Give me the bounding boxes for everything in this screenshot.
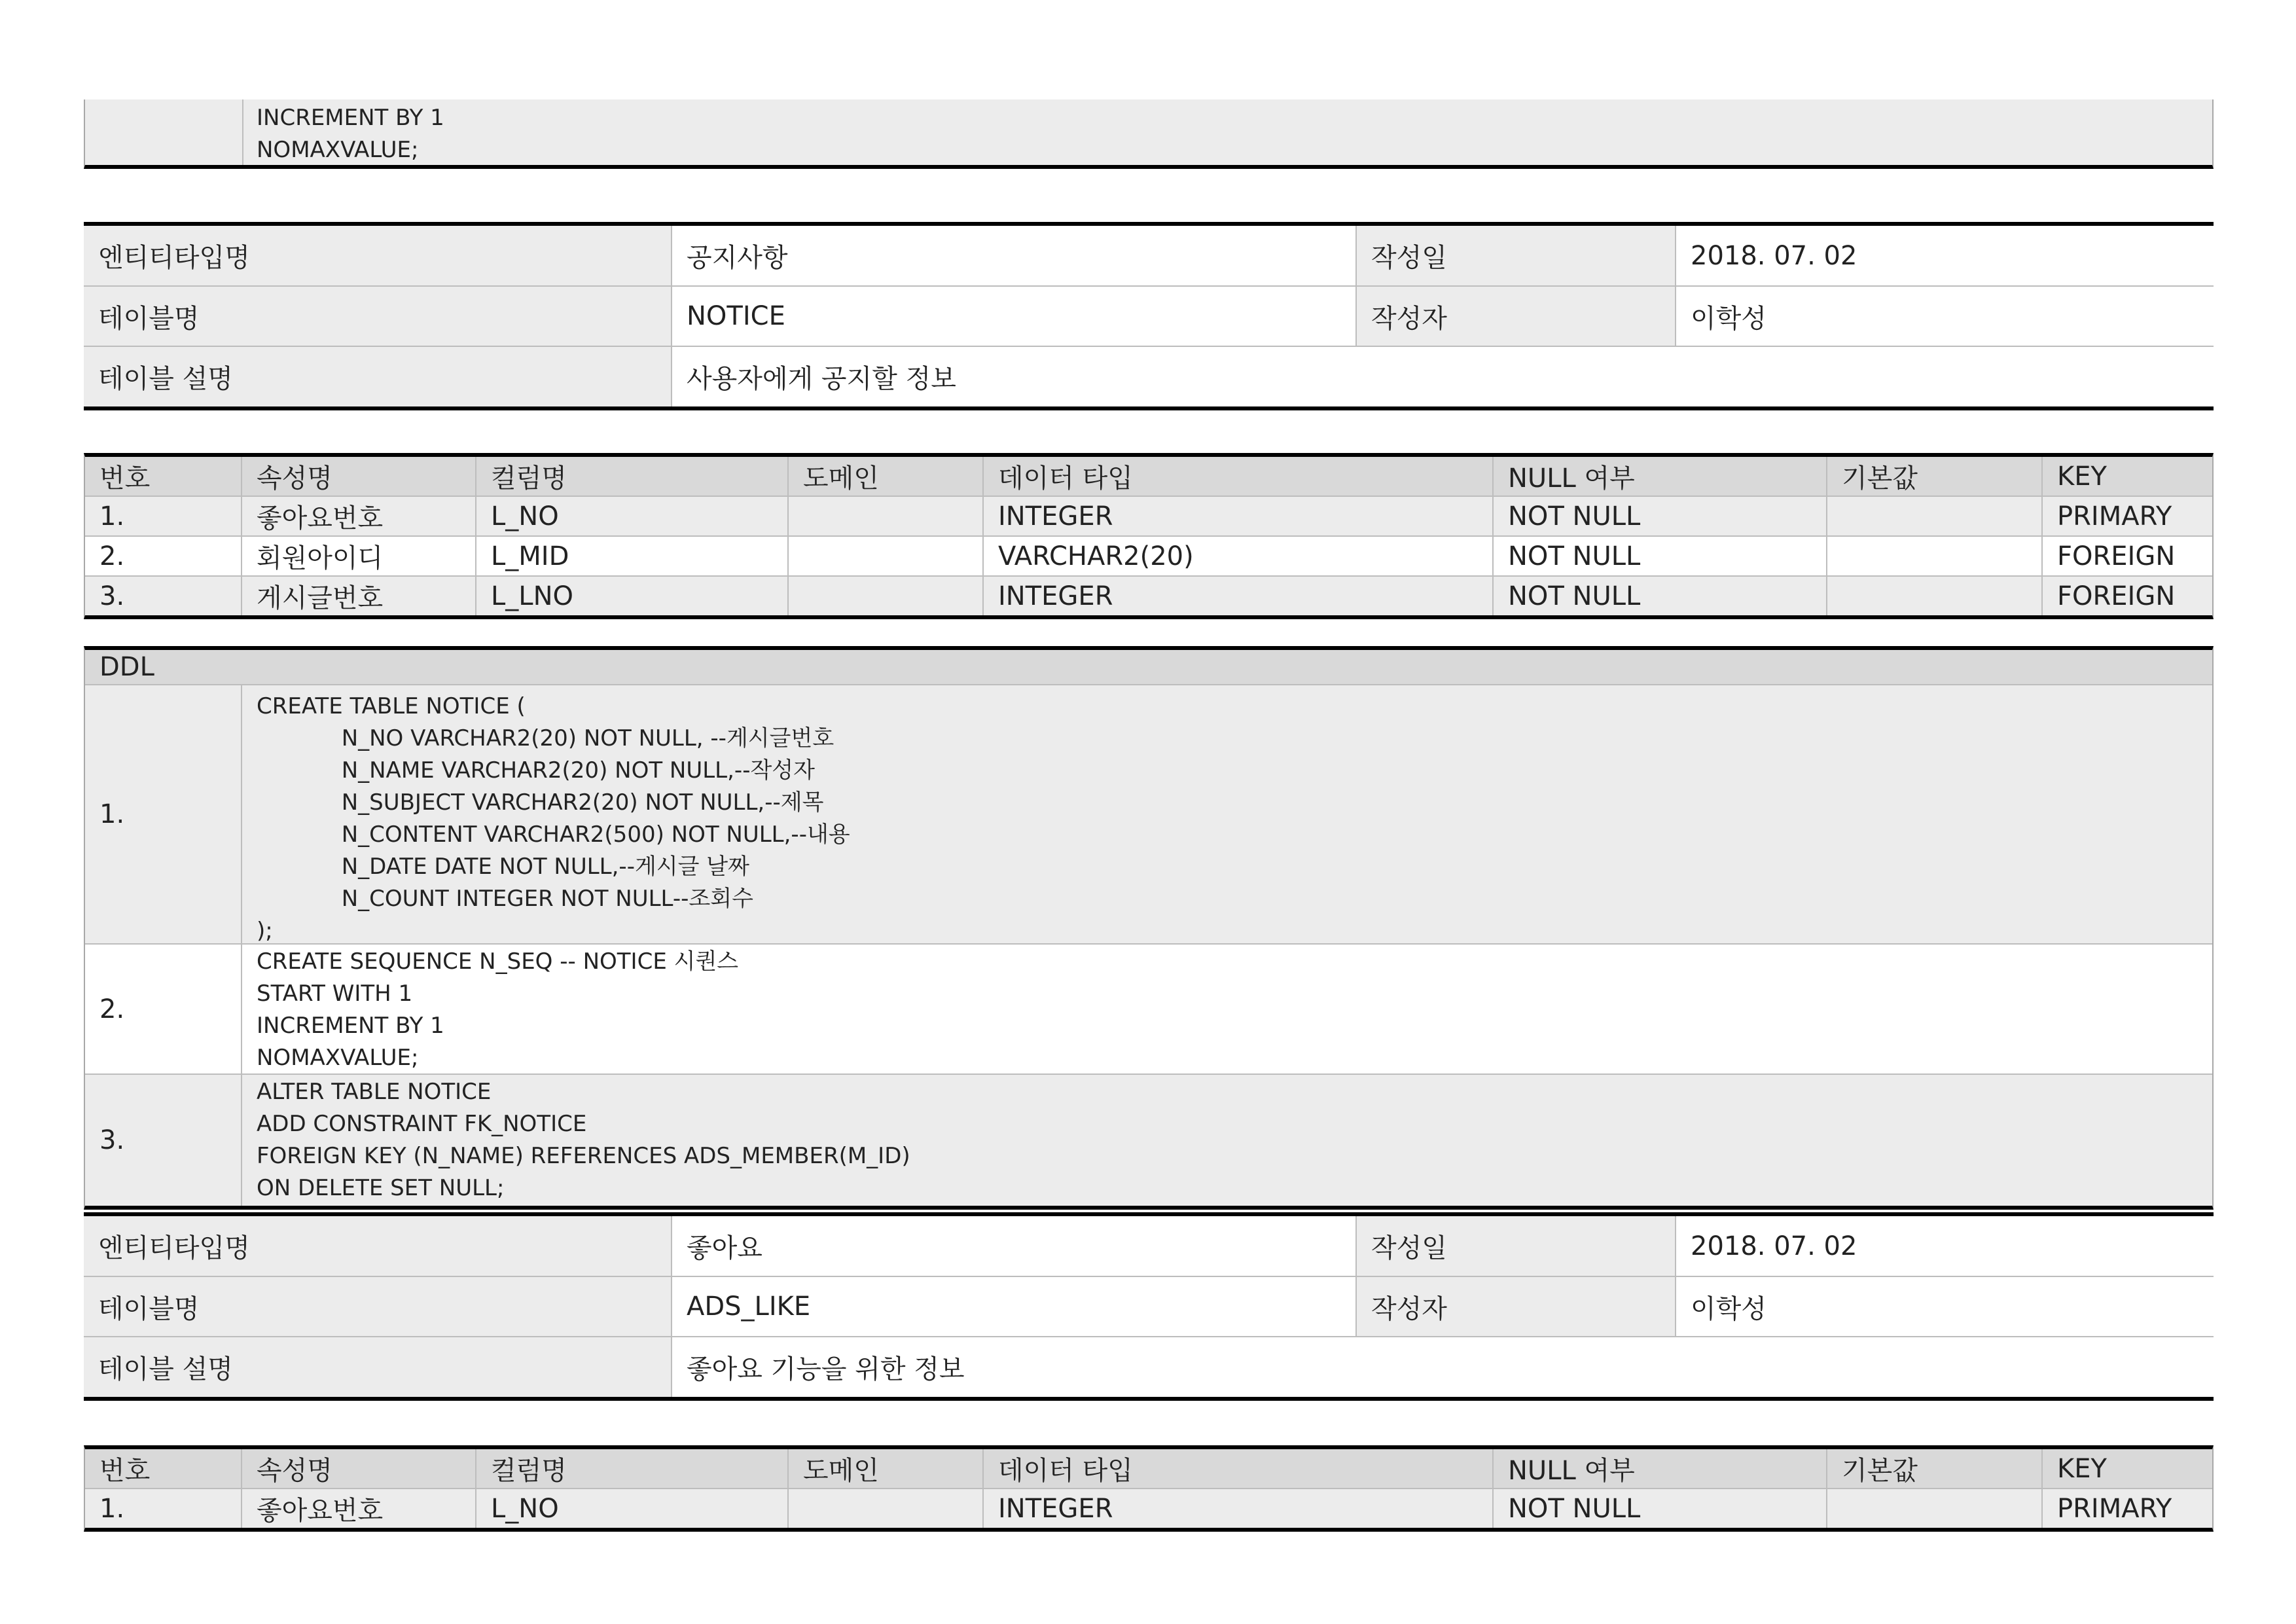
cell-number: 1.	[85, 1489, 242, 1528]
cell-number: 3.	[85, 576, 242, 615]
attribute-header-row	[85, 1449, 2212, 1489]
cell-domain	[788, 536, 983, 576]
ddl-row	[85, 945, 2212, 1075]
cell-default	[1827, 536, 2042, 576]
cell-default	[1827, 1489, 2042, 1528]
table-description-value: 좋아요 기능을 위한 정보	[687, 1354, 965, 1384]
header-key: KEY	[2042, 457, 2212, 496]
notice-attribute-table	[84, 453, 2214, 619]
attribute-header-row	[85, 457, 2212, 496]
table-description-label: 테이블 설명	[84, 1337, 672, 1397]
ddl-header: DDL	[85, 650, 2212, 685]
header-nullable: NULL 여부	[1493, 457, 1827, 496]
cell-column-name: L_NO	[476, 496, 788, 536]
notice-info-table	[84, 222, 2214, 410]
cell-column-name: L_LNO	[476, 576, 788, 615]
info-row-table	[84, 286, 2214, 346]
info-row-entity	[84, 1216, 2214, 1276]
ddl-row-number: 1.	[85, 685, 242, 943]
ddl-row	[85, 1075, 2212, 1206]
header-column-name: 컬럼명	[476, 1449, 788, 1489]
cell-default	[1827, 576, 2042, 615]
entity-type-label: 엔티티타입명	[84, 1216, 672, 1276]
cell-nullable: NOT NULL	[1493, 496, 1827, 536]
cell-column-name: L_MID	[476, 536, 788, 576]
info-row-description	[84, 346, 2214, 406]
author-label: 작성자	[1356, 1276, 1676, 1337]
info-row-description	[84, 1337, 2214, 1397]
header-number: 번호	[85, 457, 242, 496]
created-date-value: 2018. 07. 02	[1676, 226, 2214, 286]
cell-number: 1.	[85, 496, 242, 536]
entity-type-label: 엔티티타입명	[84, 226, 672, 286]
ddl-code: CREATE SEQUENCE N_SEQ -- NOTICE 시퀀스 START WITH 1 INCREMENT BY 1 NOMAXVALUE;	[257, 948, 739, 1071]
header-data-type: 데이터 타입	[983, 457, 1493, 496]
header-domain: 도메인	[788, 1449, 983, 1489]
code-line: NOMAXVALUE;	[257, 137, 419, 163]
ddl-code: CREATE TABLE NOTICE ( N_NO VARCHAR2(20) NOT NULL, --게시글번호 N_NAME VARCHAR2(20) NOT NULL,--작성자 N_SUBJECT VARCHAR2(20) NOT NULL,--제목 N_CONTENT VARCHAR2(500) NOT NULL,--내용 N_DATE DATE NOT NULL,--게시글 날짜 N_COUNT INTEGER NOT NULL--조회수 );	[257, 693, 850, 944]
info-row-entity	[84, 226, 2214, 286]
author-label: 작성자	[1356, 286, 1676, 346]
ddl-row	[85, 685, 2212, 945]
cell-data-type: INTEGER	[983, 576, 1493, 615]
header-number: 번호	[85, 1449, 242, 1489]
header-data-type: 데이터 타입	[983, 1449, 1493, 1489]
cell-attribute-name: 게시글번호	[242, 576, 476, 615]
cell-nullable: NOT NULL	[1493, 1489, 1827, 1528]
header-attribute-name: 속성명	[242, 1449, 476, 1489]
cell-data-type: INTEGER	[983, 1489, 1493, 1528]
cell-data-type: INTEGER	[983, 496, 1493, 536]
notice-ddl-table	[84, 646, 2214, 1210]
cell-key: FOREIGN	[2042, 576, 2212, 615]
ddl-row-number: 3.	[85, 1075, 242, 1206]
cell-nullable: NOT NULL	[1493, 536, 1827, 576]
header-domain: 도메인	[788, 457, 983, 496]
table-row	[85, 576, 2212, 615]
cell-domain	[788, 576, 983, 615]
previous-ddl-continuation	[84, 99, 2214, 169]
author-value: 이학성	[1676, 1276, 2214, 1337]
header-column-name: 컬럼명	[476, 457, 788, 496]
ddl-row-number: 2.	[85, 945, 242, 1074]
cell-default	[1827, 496, 2042, 536]
cell-data-type: VARCHAR2(20)	[983, 536, 1493, 576]
cell-number: 2.	[85, 536, 242, 576]
table-description-value: 사용자에게 공지할 정보	[687, 364, 956, 394]
entity-type-value: 공지사항	[672, 226, 1356, 286]
created-date-value: 2018. 07. 02	[1676, 1216, 2214, 1276]
table-name-label: 테이블명	[84, 1276, 672, 1337]
author-value: 이학성	[1676, 286, 2214, 346]
cell-key: PRIMARY	[2042, 1489, 2212, 1528]
table-row	[85, 536, 2212, 576]
info-row-table	[84, 1276, 2214, 1337]
table-name-label: 테이블명	[84, 286, 672, 346]
cell-domain	[788, 1489, 983, 1528]
header-default: 기본값	[1827, 457, 2042, 496]
cell-attribute-name: 회원아이디	[242, 536, 476, 576]
cell-column-name: L_NO	[476, 1489, 788, 1528]
cell-domain	[788, 496, 983, 536]
created-date-label: 작성일	[1356, 1216, 1676, 1276]
code-line: INCREMENT BY 1	[257, 105, 444, 131]
header-key: KEY	[2042, 1449, 2212, 1489]
table-name-value: NOTICE	[672, 286, 1356, 346]
cell-key: PRIMARY	[2042, 496, 2212, 536]
created-date-label: 작성일	[1356, 226, 1676, 286]
cell-nullable: NOT NULL	[1493, 576, 1827, 615]
table-description-label: 테이블 설명	[84, 346, 672, 406]
table-row	[85, 496, 2212, 536]
continuation-number-cell	[85, 99, 243, 165]
cell-key: FOREIGN	[2042, 536, 2212, 576]
table-name-value: ADS_LIKE	[672, 1276, 1356, 1337]
table-row	[85, 1489, 2212, 1528]
continuation-code	[257, 102, 444, 166]
header-attribute-name: 속성명	[242, 457, 476, 496]
like-attribute-table	[84, 1445, 2214, 1532]
header-default: 기본값	[1827, 1449, 2042, 1489]
header-nullable: NULL 여부	[1493, 1449, 1827, 1489]
like-info-table	[84, 1212, 2214, 1401]
cell-attribute-name: 좋아요번호	[242, 1489, 476, 1528]
ddl-code: ALTER TABLE NOTICE ADD CONSTRAINT FK_NOTICE FOREIGN KEY (N_NAME) REFERENCES ADS_MEMBER(M_ID) ON DELETE SET NULL;	[257, 1079, 910, 1201]
entity-type-value: 좋아요	[672, 1216, 1356, 1276]
cell-attribute-name: 좋아요번호	[242, 496, 476, 536]
